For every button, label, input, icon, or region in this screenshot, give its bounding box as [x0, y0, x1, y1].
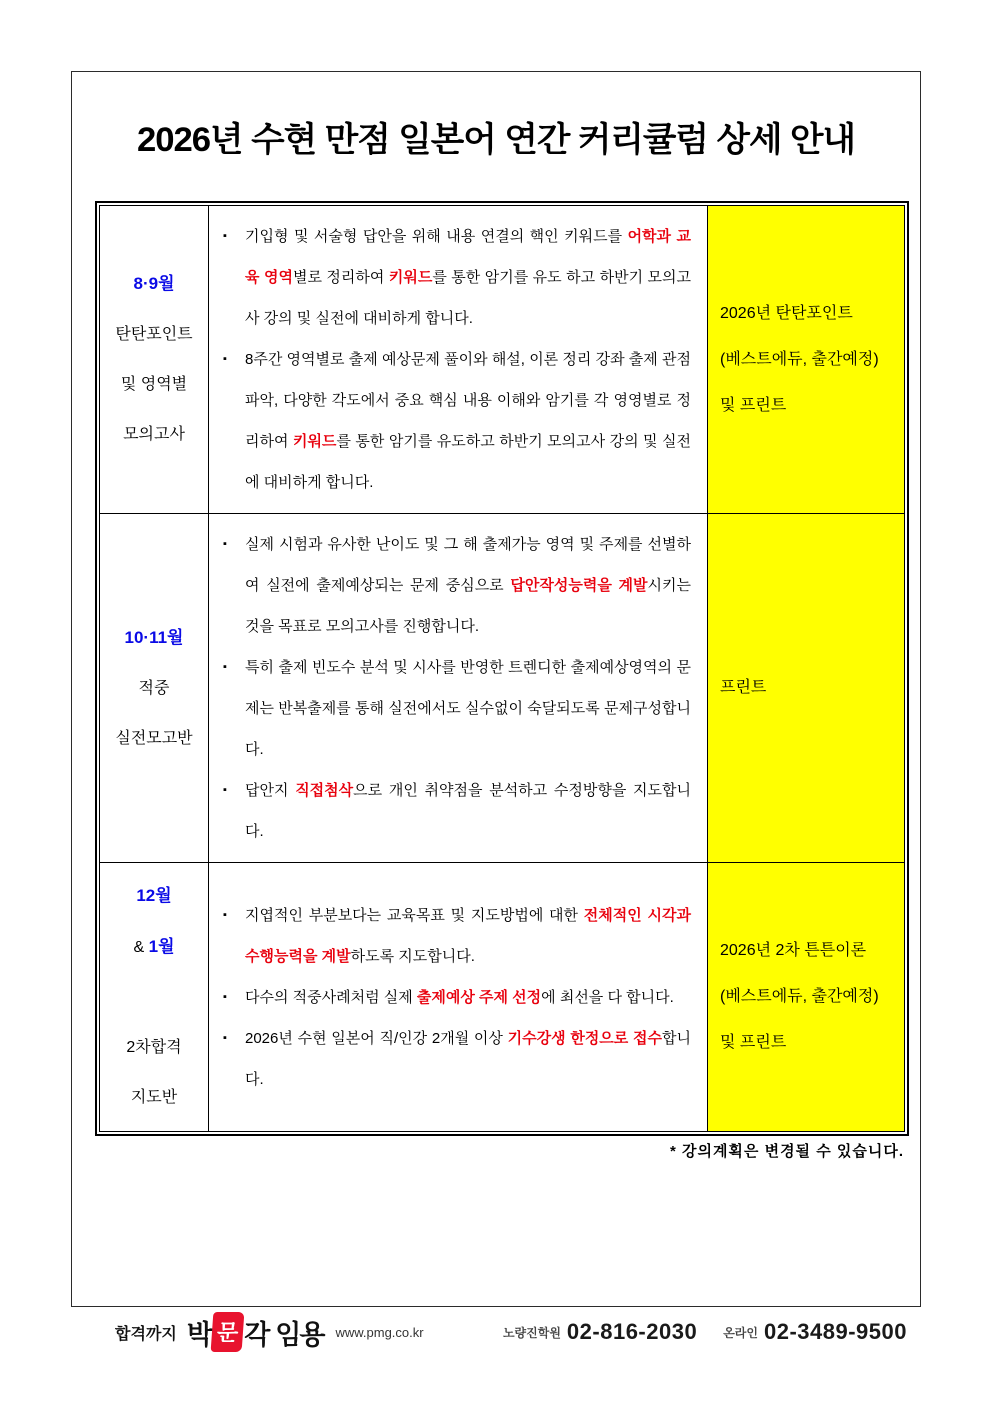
material-line: 2026년 2차 튼튼이론 — [720, 942, 867, 959]
period-text: 모의고사 — [123, 426, 185, 443]
contact-online-label: 온라인 — [723, 1325, 758, 1340]
logo-char-3: 각 — [244, 1319, 269, 1350]
footnote: * 강의계획은 변경될 수 있습니다. — [669, 1143, 904, 1160]
bullet-text — [245, 977, 691, 1018]
period-text: 지도반 — [130, 1089, 178, 1106]
bullet-text — [245, 339, 691, 503]
period-text: 탄탄포인트 — [115, 326, 193, 343]
period-line — [102, 410, 206, 460]
material-line: 및 프린트 — [720, 1034, 787, 1051]
material-line: 및 프린트 — [720, 396, 787, 414]
logo-char-1: 박 — [186, 1319, 211, 1350]
period-line — [102, 922, 206, 973]
period-text: 실전모고반 — [115, 729, 193, 747]
period-text: 8·9월 — [133, 274, 175, 293]
bullet-text — [245, 1018, 691, 1100]
bullet-text — [245, 216, 691, 339]
bullet-text — [245, 895, 691, 977]
bullet-item — [223, 977, 691, 1018]
footer-brand — [115, 1312, 424, 1352]
material-line: (베스트에듀, 출간예정) — [720, 988, 879, 1005]
text-run: 직접첨삭 — [295, 782, 354, 799]
bullet-item — [223, 1018, 691, 1100]
bullet-square-icon: ▪ — [223, 538, 227, 550]
text-run: 2026년 수현 일본어 직/인강 2개월 이상 — [245, 1029, 508, 1047]
period-line — [102, 664, 206, 714]
text-run: 으로 개인 취약점을 분석하고 수정방향을 지도합니다. — [245, 782, 691, 840]
logo-red-badge: 문 — [211, 1312, 245, 1352]
period-text: 적중 — [138, 679, 170, 697]
contact-academy-label: 노량진학원 — [502, 1325, 561, 1340]
material-line: (베스트에듀, 출간예정) — [720, 350, 879, 368]
content-cell — [208, 863, 708, 1131]
bullet-item — [223, 895, 691, 977]
footer — [71, 1312, 921, 1352]
period-line — [102, 714, 206, 764]
content-cell — [208, 206, 708, 513]
text-run: 합니다. — [245, 1029, 691, 1088]
table-row — [100, 513, 904, 862]
bullet-text — [245, 524, 691, 647]
pmg-logo — [187, 1312, 324, 1352]
contact-academy — [503, 1319, 697, 1345]
period-text: 2차합격 — [126, 1039, 182, 1056]
period-line — [102, 360, 206, 410]
text-run: 시키는 것을 목표로 모의고사를 진행합니다. — [245, 577, 691, 635]
text-run: 지엽적인 부분보다는 교육목표 및 지도방법에 대한 — [245, 906, 584, 924]
text-run: 전체적인 시각과 수행능력을 계발 — [245, 906, 691, 965]
text-run: 기입형 및 서술형 답안을 위해 내용 연결의 핵인 키워드를 — [245, 228, 628, 245]
period-line — [102, 613, 206, 664]
curriculum-table — [99, 205, 905, 1132]
material-cell — [708, 514, 904, 862]
material-line: 프린트 — [720, 679, 767, 696]
bullet-item — [223, 647, 691, 770]
bullet-item — [223, 770, 691, 852]
text-run: 답안지 — [245, 782, 296, 799]
text-run: 다수의 적중사례처럼 실제 — [245, 988, 417, 1006]
material-cell — [708, 863, 904, 1131]
period-line — [102, 310, 206, 360]
text-run: 어학과 교육 영역 — [245, 228, 691, 286]
bullet-square-icon: ▪ — [223, 990, 227, 1003]
text-run: 별로 정리하여 — [292, 269, 389, 286]
bullet-square-icon: ▪ — [223, 784, 227, 796]
contact-online — [723, 1319, 907, 1345]
period-line — [102, 871, 206, 922]
bullet-square-icon: ▪ — [223, 661, 227, 673]
period-line — [102, 1023, 206, 1073]
logo-suffix: 임용 — [275, 1319, 324, 1350]
bullet-item — [223, 339, 691, 503]
period-cell — [100, 863, 208, 1131]
brand-tagline: 합격까지 — [115, 1325, 177, 1343]
period-text: 12월 — [136, 886, 172, 905]
bullet-square-icon: ▪ — [223, 908, 227, 921]
table-row — [100, 206, 904, 513]
text-run: 에 최선을 다 합니다. — [541, 988, 674, 1006]
period-text — [152, 989, 156, 1006]
bullet-square-icon: ▪ — [223, 1031, 227, 1044]
text-run: 특히 출제 빈도수 분석 및 시사를 반영한 트렌디한 출제예상영역의 문제는 반복출제를 통해 실전에서도 실수없이 숙달되도록 문제구성합니다. — [245, 659, 691, 758]
material-cell — [708, 206, 904, 513]
bullet-square-icon: ▪ — [223, 230, 227, 242]
period-cell — [100, 206, 208, 513]
page-title: 2026년 수현 만점 일본어 연간 커리큘럼 상세 안내 — [136, 121, 856, 159]
website-url: www.pmg.co.kr — [335, 1324, 424, 1340]
text-run: 하도록 지도합니다. — [350, 947, 475, 965]
text-run: 기수강생 한정으로 접수 — [507, 1029, 663, 1047]
bullet-item — [223, 216, 691, 339]
bullet-item — [223, 524, 691, 647]
bullet-text — [245, 647, 691, 770]
table-row — [100, 862, 904, 1131]
bullet-text — [245, 770, 691, 852]
material-line: 2026년 탄탄포인트 — [720, 304, 853, 322]
text-run: 실제 시험과 유사한 난이도 및 그 해 출제가능 영역 및 주제를 선별하여 실전에 출제예상되는 문제 중심으로 — [245, 536, 691, 594]
period-text: & — [133, 939, 149, 956]
text-run: 8주간 영역별로 출제 예상문제 풀이와 해설, 이론 정리 강좌 출제 관점 파악, 다양한 각도에서 중요 핵심 내용 이해와 암기를 각 영영별로 정리하여 — [245, 351, 691, 450]
text-run: 를 통한 암기를 유도하고 하반기 모의고사 강의 및 실전에 대비하게 합니다. — [245, 433, 692, 491]
period-text: 10·11월 — [124, 627, 184, 647]
period-line — [102, 259, 206, 310]
period-cell — [100, 514, 208, 862]
content-cell — [208, 514, 708, 862]
text-run: 키워드 — [292, 433, 337, 450]
text-run: 키워드 — [388, 269, 433, 286]
text-run: 답안작성능력을 계발 — [510, 577, 648, 594]
period-line — [102, 1073, 206, 1123]
contact-online-number: 02-3489-9500 — [763, 1319, 907, 1344]
period-text: 1월 — [148, 937, 175, 956]
page-border-frame — [71, 71, 921, 1307]
text-run: 출제예상 주제 선정 — [416, 988, 542, 1006]
footer-contacts — [503, 1319, 907, 1345]
text-run: 를 통한 암기를 유도 하고 하반기 모의고사 강의 및 실전에 대비하게 합니다. — [245, 269, 691, 327]
period-line — [102, 973, 206, 1023]
period-text: 및 영역별 — [120, 376, 188, 393]
contact-academy-number: 02-816-2030 — [566, 1319, 698, 1344]
bullet-square-icon: ▪ — [223, 353, 227, 365]
